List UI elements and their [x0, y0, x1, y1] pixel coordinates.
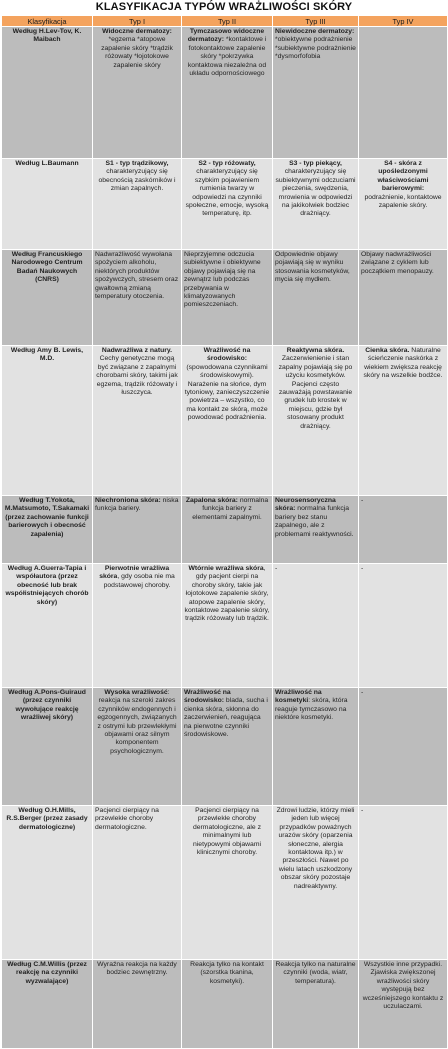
- classification-cell: Według A.Pons-Guiraud (przez czynniki wywołujące reakcję wrażliwej skóry): [2, 688, 93, 806]
- cell-text: , gdy pacjent cierpi na choroby skóry, takie jak łojotokowe zapalenie skóry, atopowe zapalenie skóry, kontaktowe zapalenie skóry, trądzik różowaty lub trądzik.: [184, 565, 270, 623]
- document-page: [0, 1, 448, 1025]
- cell-text: -: [361, 565, 364, 572]
- table-header: [2, 16, 448, 27]
- cell-text: -: [361, 689, 364, 696]
- typ-2-cell: [182, 960, 273, 1049]
- cell-text: Wszystkie inne przypadki. Zjawiska zwiększonej wrażliwości skóry występują bez wcześniejszego kontaktu z uczulaczami.: [362, 961, 444, 1011]
- typ-2-cell: [182, 250, 273, 346]
- table-row: [2, 27, 448, 159]
- cell-bold-text: Wrażliwość na środowisko:: [184, 689, 231, 705]
- header-typ-3: Typ III: [273, 16, 359, 27]
- typ-1-cell: [93, 806, 182, 960]
- cell-text: *kontaktowe i fotokontaktowe zapalenie skóry *pokrzywka kontaktowa niezależna od układu odpornościowego: [187, 36, 267, 78]
- cell-text: charakteryzujący się subiektywnymi odczuciami pieczenia, swędzenia, mrowienia w odpowiedzi na jakikolwiek bodziec drażniący.: [275, 168, 356, 218]
- header-klasyfikacja: Klasyfikacja: [2, 16, 93, 27]
- cell-bold-text: Pierwotnie wrażliwa skóra: [99, 565, 170, 581]
- cell-bold-text: Neurosensoryczna skóra:: [275, 497, 336, 513]
- cell-text: Nadwrażliwość wywołana spożyciem alkoholu, niektórych produktów spożywczych, stresem oraz gwałtowną zmianą temperatury otoczenia.: [95, 251, 179, 301]
- cell-text: *obiektywne podrażnienie *subiektywne podrażnienie *dysmorfofobia: [275, 36, 356, 61]
- classification-cell: Według C.M.Willis (przez reakcję na czynniki wyzwalające): [2, 960, 93, 1049]
- table-row: [2, 688, 448, 806]
- table-body: [2, 27, 448, 1049]
- cell-bold-text: S1 - typ trądzikowy,: [105, 160, 169, 167]
- cell-bold-text: Nadwrażliwa z natury.: [101, 347, 173, 354]
- cell-text: Naturalne ścieńczenie naskórka z wiekiem zwiększa reakcję skóry na wszelkie bodźce.: [363, 347, 443, 380]
- cell-text: *egzema *atopowe zapalenie skóry *trądzik różowaty *łojotokowe zapalenie skóry: [101, 36, 173, 69]
- cell-bold-text: Niechroniona skóra:: [95, 497, 161, 504]
- typ-2-cell: [182, 806, 273, 960]
- cell-bold-text: S3 - typ piekący,: [289, 160, 342, 167]
- cell-text: normalna funkcja bariery z elementami zapalnymi.: [192, 497, 269, 521]
- header-typ-1: Typ I: [93, 16, 182, 27]
- cell-text: normalna funkcja bariery bez stanu zapalnego, ale z problemami reaktywności.: [275, 505, 354, 538]
- cell-text: charakteryzujący się szybkim pojawieniem rumienia twarzy w odpowiedzi na czynniki społeczne, emocje, wysoką temperaturę, itp.: [185, 168, 269, 218]
- typ-4-cell: [359, 346, 448, 496]
- cell-bold-text: Wtórnie wrażliwa skóra: [188, 565, 264, 572]
- cell-text: niska funkcja bariery.: [95, 497, 179, 513]
- header-typ-2: Typ II: [182, 16, 273, 27]
- cell-bold-text: Tymczasowo widoczne dermatozy:: [187, 28, 265, 44]
- typ-3-cell: [273, 806, 359, 960]
- table-row: [2, 564, 448, 688]
- cell-text: blada, sucha i cienka skóra, skłonna do zaczerwienień, reagująca na pierwotne czynniki środowiskowe.: [184, 697, 268, 739]
- typ-1-cell: [93, 159, 182, 250]
- classification-cell: Według Amy B. Lewis, M.D.: [2, 346, 93, 496]
- typ-4-cell: [359, 496, 448, 564]
- typ-2-cell: [182, 159, 273, 250]
- typ-1-cell: [93, 346, 182, 496]
- cell-bold-text: S4 - skóra z upośledzonymi właściwościami barierowymi:: [377, 160, 429, 193]
- cell-text: -: [361, 807, 364, 814]
- typ-1-cell: [93, 688, 182, 806]
- cell-text: : reakcja na szeroki zakres czynników endogennych i egzogennych, związanych z ostrymi lub przewlekłymi objawami oraz silnym komponentem psychologicznym.: [97, 689, 177, 755]
- classification-table: [1, 15, 448, 1049]
- cell-text: Pacjenci cierpiący na przewlekłe choroby dermatologiczne, ale z minimalnymi lub nietypowymi objawami klinicznymi choroby.: [192, 807, 261, 857]
- typ-4-cell: [359, 159, 448, 250]
- cell-text: Cechy genetyczne mogą być związane z zapalnymi chorobami skóry, takimi jak egzema, trądzik różowaty i łuszczyca.: [96, 355, 178, 397]
- typ-2-cell: [182, 346, 273, 496]
- typ-1-cell: [93, 27, 182, 159]
- typ-2-cell: [182, 496, 273, 564]
- cell-bold-text: S2 - typ różowaty,: [198, 160, 256, 167]
- typ-2-cell: [182, 564, 273, 688]
- cell-text: -: [361, 497, 364, 504]
- cell-text: Reakcja tylko na kontakt (szorstka tkanina, kosmetyki).: [190, 961, 264, 985]
- typ-2-cell: [182, 688, 273, 806]
- cell-bold-text: Zapalona skóra:: [185, 497, 238, 504]
- classification-cell: Według T.Yokota, M.Matsumoto, T.Sakamaki (przez zachowanie funkcji barierowych i obecność zapalenia): [2, 496, 93, 564]
- cell-text: (spowodowana czynnikami środowiskowymi). Narażenie na słońce, dym tytoniowy, zanieczyszczenie powietrza – wszystko, co ma kontakt ze skórą, może powodować podrażnienia.: [184, 363, 270, 422]
- typ-1-cell: [93, 564, 182, 688]
- cell-bold-text: Wrażliwość na środowisko:: [203, 347, 251, 363]
- typ-3-cell: [273, 564, 359, 688]
- table-row: [2, 250, 448, 346]
- typ-3-cell: [273, 27, 359, 159]
- cell-text: : skóra, która reaguje tymczasowo na niektóre kosmetyki.: [275, 697, 348, 722]
- cell-text: , gdy osoba nie ma podstawowej choroby.: [103, 573, 175, 589]
- cell-text: Zdrowi ludzie, którzy mieli jeden lub więcej przypadków poważnych urazów skóry (oparzenia słoneczne, alergia kontaktowa itp.) w przeszłości. Nawet po wielu latach uszkodzony obszar skóry pozostaje nadreaktywny.: [276, 807, 355, 890]
- table-row: [2, 960, 448, 1049]
- typ-4-cell: [359, 250, 448, 346]
- typ-1-cell: [93, 496, 182, 564]
- typ-3-cell: [273, 346, 359, 496]
- cell-bold-text: Wysoka wrażliwość: [104, 689, 168, 696]
- typ-4-cell: [359, 27, 448, 159]
- cell-bold-text: Reaktywna skóra.: [286, 347, 345, 354]
- typ-4-cell: [359, 564, 448, 688]
- cell-bold-text: Niewidoczne dermatozy:: [275, 28, 355, 35]
- classification-cell: Według O.H.Mills, R.S.Berger (przez zasady dermatologiczne): [2, 806, 93, 960]
- typ-4-cell: [359, 806, 448, 960]
- table-row: [2, 346, 448, 496]
- cell-text: podrażnienie, kontaktowe zapalenie skóry.: [364, 193, 442, 210]
- cell-text: -: [275, 565, 278, 572]
- cell-text: Reakcja tylko na naturalne czynniki (woda, wiatr, temperatura).: [275, 961, 356, 985]
- typ-1-cell: [93, 960, 182, 1049]
- cell-text: Odpowiednie objawy pojawiają się w wyniku stosowania kosmetyków, mycia się mydłem.: [275, 251, 350, 284]
- cell-bold-text: Wrażliwość na kosmetyki: [275, 689, 322, 705]
- table-row: [2, 159, 448, 250]
- classification-cell: Według A.Guerra-Tapia i współautora (przez obecność lub brak współistniejących chorób skóry): [2, 564, 93, 688]
- typ-4-cell: [359, 960, 448, 1049]
- table-row: [2, 806, 448, 960]
- typ-3-cell: [273, 250, 359, 346]
- cell-bold-text: Cienka skóra.: [365, 347, 410, 354]
- classification-cell: Według L.Baumann: [2, 159, 93, 250]
- classification-cell: Według H.Lev-Tov, K. Maibach: [2, 27, 93, 159]
- cell-text: Zaczerwienienie i stan zapalny pojawiają się po użyciu kosmetyków. Pacjenci często zauważają powstawanie grudek lub krostek w miejscu, gdzie był stosowany produkt drażniący.: [278, 355, 353, 430]
- typ-3-cell: [273, 496, 359, 564]
- page-title: KLASYFIKACJA TYPÓW WRAŻLIWOŚCI SKÓRY: [95, 1, 353, 13]
- cell-text: Objawy nadwrażliwości związane z cyklem lub początkiem menopauzy.: [361, 251, 434, 275]
- cell-text: Nieprzyjemne odczucia subiektywne i obiektywne objawy pojawiają się na zewnątrz lub podczas przebywania w klimatyzowanych pomieszczeniach.: [184, 251, 261, 309]
- typ-3-cell: [273, 159, 359, 250]
- typ-4-cell: [359, 688, 448, 806]
- classification-cell: Według Francuskiego Narodowego Centrum Badań Naukowych (CNRS): [2, 250, 93, 346]
- cell-text: Wyraźna reakcja na każdy bodziec zewnętrzny.: [97, 961, 177, 977]
- typ-2-cell: [182, 27, 273, 159]
- typ-1-cell: [93, 250, 182, 346]
- typ-3-cell: [273, 688, 359, 806]
- header-typ-4: Typ IV: [359, 16, 448, 27]
- typ-3-cell: [273, 960, 359, 1049]
- cell-text: charakteryzujący się obecnością zaskórników i zmian zapalnych.: [98, 168, 176, 193]
- table-row: [2, 496, 448, 564]
- cell-text: Pacjenci cierpiący na przewlekłe choroby dermatologiczne.: [95, 807, 159, 831]
- cell-bold-text: Widoczne dermatozy:: [102, 28, 172, 35]
